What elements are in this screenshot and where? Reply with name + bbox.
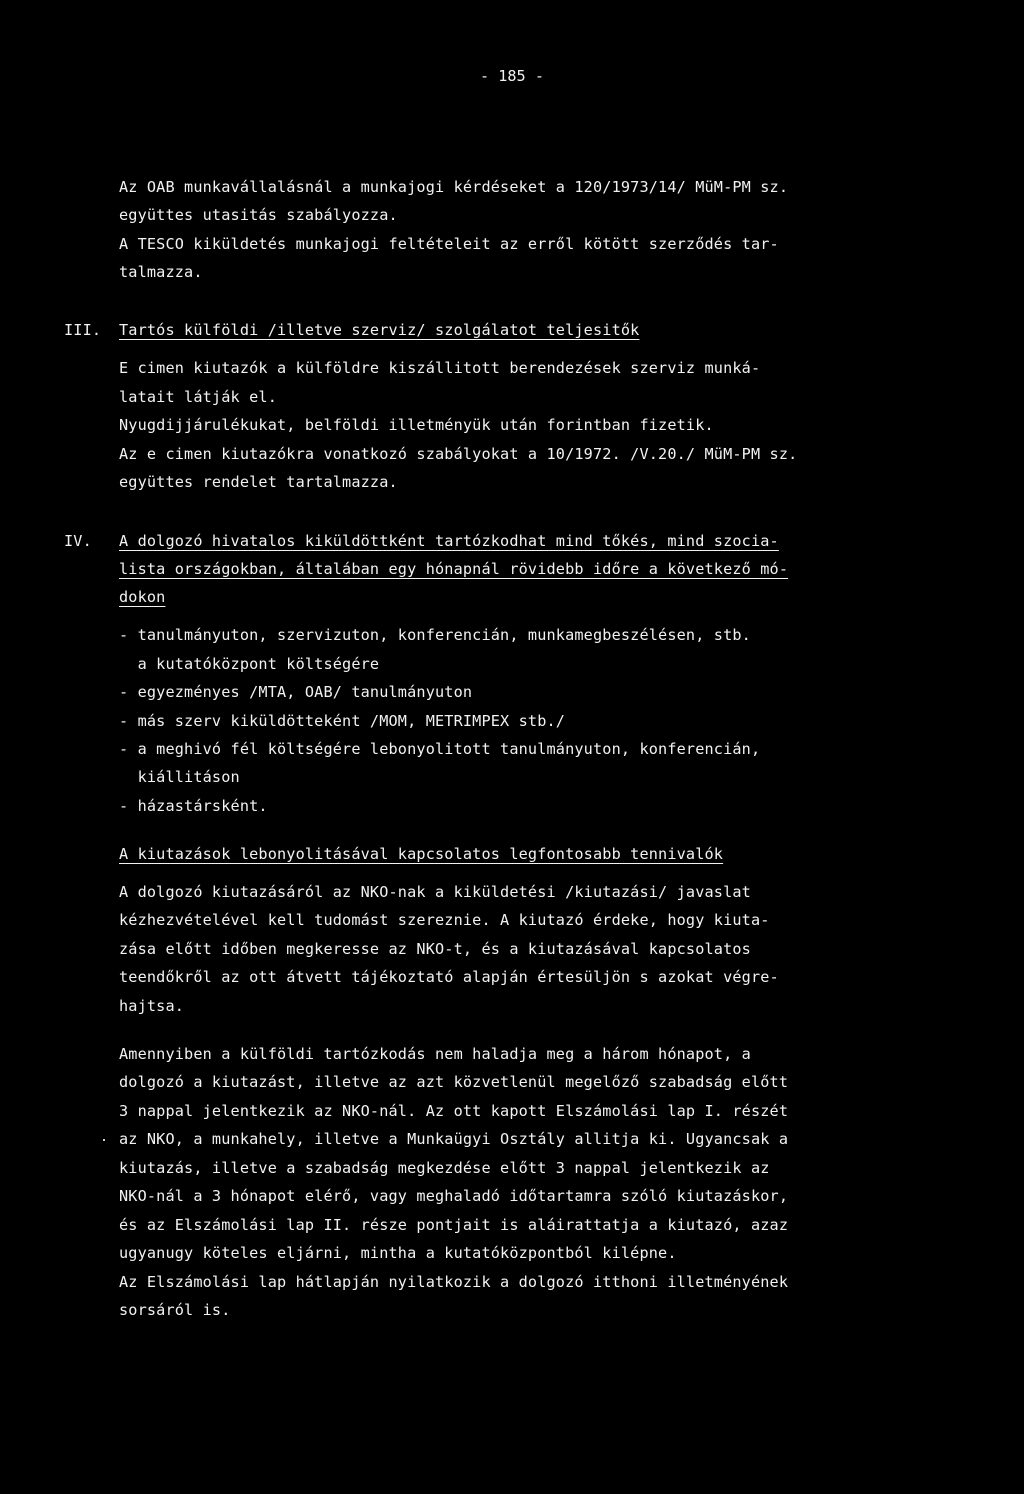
text-line: 3 nappal jelentkezik az NKO-nál. Az ott kapott Elszámolási lap I. részét	[119, 1102, 789, 1120]
text-line: együttes utasitás szabályozza.	[119, 206, 398, 224]
section-heading: Tartós külföldi /illetve szerviz/ szolgálatot teljesitők	[119, 321, 640, 339]
list-item: - tanulmányuton, szervizuton, konferencián, munkamegbeszélésen, stb.	[119, 626, 751, 644]
text-line: teendőkről az ott átvett tájékoztató alapján értesüljön s azokat végre-	[119, 968, 779, 986]
text-line: kiutazás, illetve a szabadság megkezdése előtt 3 nappal jelentkezik az	[119, 1159, 770, 1177]
text-line: Amennyiben a külföldi tartózkodás nem haladja meg a három hónapot, a	[119, 1045, 751, 1063]
text-line: Az Elszámolási lap hátlapján nyilatkozik a dolgozó itthoni illetményének	[119, 1273, 789, 1291]
text-line: Az e cimen kiutazókra vonatkozó szabályokat a 10/1972. /V.20./ MüM-PM sz.	[119, 445, 798, 463]
section-marker: IV.	[64, 532, 92, 550]
section-heading: lista országokban, általában egy hónapnál rövidebb időre a következő mó-	[119, 560, 789, 578]
text-line: latait látják el.	[119, 388, 277, 406]
text-line: E cimen kiutazók a külföldre kiszállitott berendezések szerviz munká-	[119, 359, 761, 377]
text-line: Nyugdijjárulékukat, belföldi illetményük után forintban fizetik.	[119, 416, 714, 434]
section-marker: III.	[64, 321, 102, 339]
list-item: - a meghivó fél költségére lebonyolitott tanulmányuton, konferencián,	[119, 740, 761, 758]
text-line: együttes rendelet tartalmazza.	[119, 473, 398, 491]
page-number: - 185 -	[479, 67, 544, 85]
text-line: kézhezvételével kell tudomást szereznie. A kiutazó érdeke, hogy kiuta-	[119, 911, 770, 929]
list-item: - házastársként.	[119, 797, 268, 815]
text-line: A TESCO kiküldetés munkajogi feltételeit az erről kötött szerződés tar-	[119, 235, 779, 253]
section-heading: dokon	[119, 588, 166, 606]
text-line: hajtsa.	[119, 997, 185, 1015]
list-item: - egyezményes /MTA, OAB/ tanulmányuton	[119, 683, 473, 701]
text-line: talmazza.	[119, 263, 203, 281]
text-line: zása előtt időben megkeresse az NKO-t, és a kiutazásával kapcsolatos	[119, 940, 751, 958]
list-item: kiállitáson	[119, 768, 240, 786]
list-item: a kutatóközpont költségére	[119, 655, 380, 673]
scan-speck	[103, 1139, 105, 1141]
list-item: - más szerv kiküldötteként /MOM, METRIMPEX stb./	[119, 712, 566, 730]
text-line: Az OAB munkavállalásnál a munkajogi kérdéseket a 120/1973/14/ MüM-PM sz.	[119, 178, 789, 196]
text-line: és az Elszámolási lap II. része pontjait is aláirattatja a kiutazó, azaz	[119, 1216, 789, 1234]
text-line: az NKO, a munkahely, illetve a Munkaügyi Osztály allitja ki. Ugyancsak a	[119, 1130, 789, 1148]
text-line: ugyanugy köteles eljárni, mintha a kutatóközpontból kilépne.	[119, 1244, 677, 1262]
text-line: A dolgozó kiutazásáról az NKO-nak a kiküldetési /kiutazási/ javaslat	[119, 883, 751, 901]
section-heading: A dolgozó hivatalos kiküldöttként tartózkodhat mind tőkés, mind szocia-	[119, 532, 779, 550]
text-line: NKO-nál a 3 hónapot elérő, vagy meghaladó időtartamra szóló kiutazáskor,	[119, 1187, 789, 1205]
text-line: sorsáról is.	[119, 1301, 231, 1319]
subsection-heading: A kiutazások lebonyolitásával kapcsolatos legfontosabb tennivalók	[119, 845, 724, 863]
text-line: dolgozó a kiutazást, illetve az azt közvetlenül megelőző szabadság előtt	[119, 1073, 789, 1091]
